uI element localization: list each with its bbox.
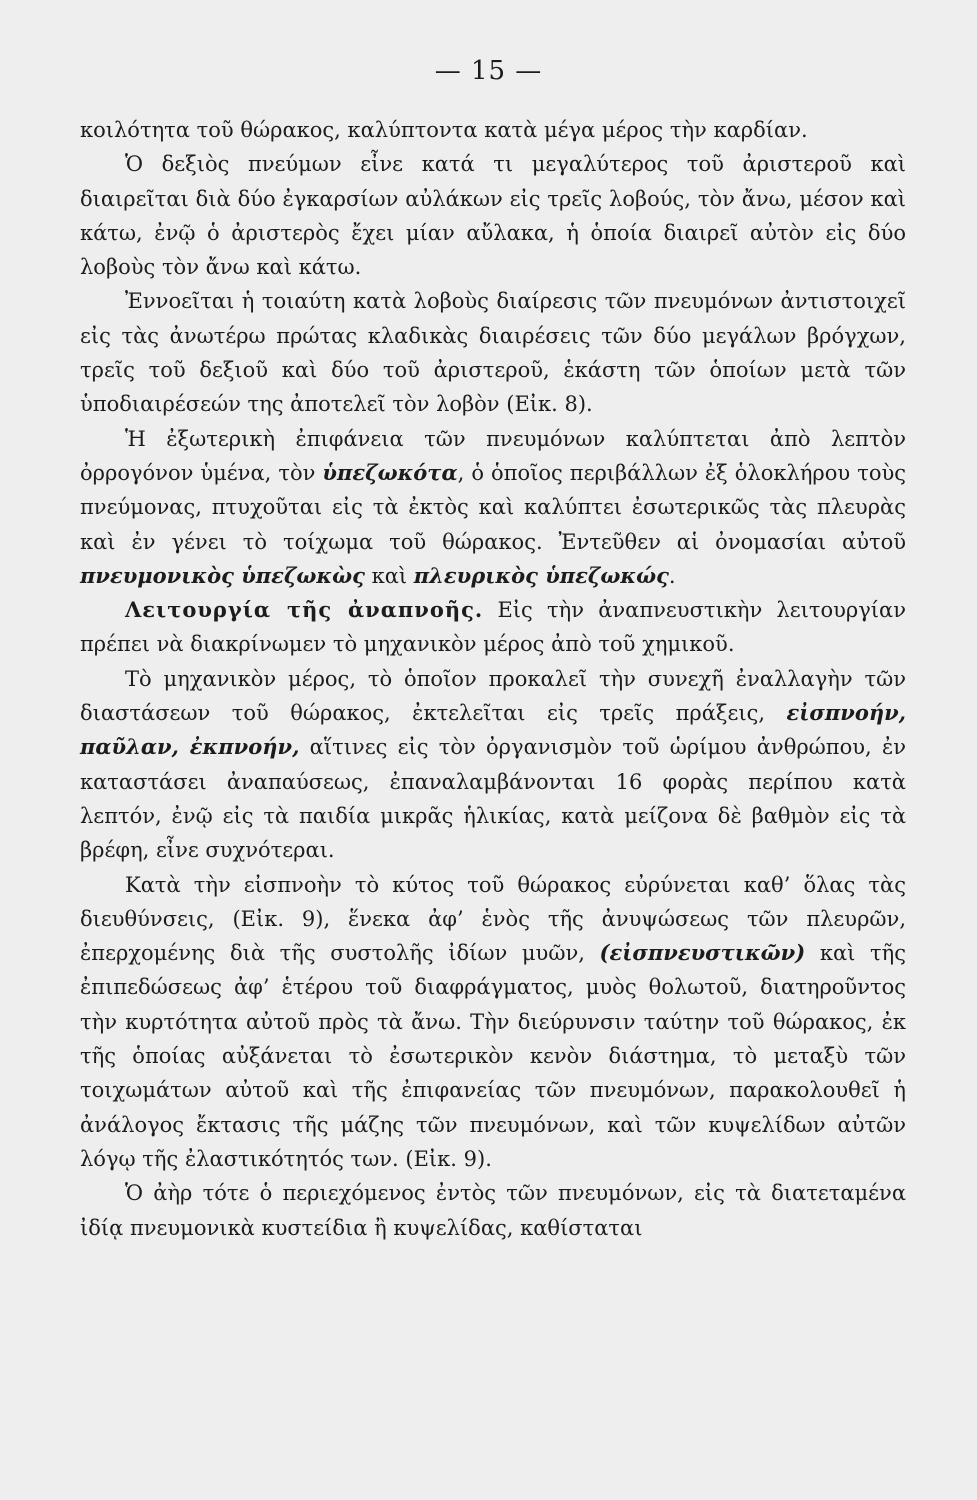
emphasized-term: ὑπεζωκότα	[322, 459, 458, 485]
paragraph	[80, 147, 906, 284]
text-run: , ὁ ὁποῖος περιβάλλων ἐξ ὁλοκλήρου τοὺς πνεύμονας, πτυχοῦται εἰς τὰ ἐκτὸς καὶ καλύπτει ἐσωτερικῶς τὰς πλευρὰς καὶ ἐν γένει τὸ τοίχωμα τοῦ θώρακος. Ἐντεῦθεν αἱ ὀνομασίαι αὐτοῦ	[80, 460, 906, 554]
paragraph	[80, 868, 906, 1177]
text-run: Κατὰ τὴν εἰσπνοὴν τὸ κύτος τοῦ θώρακος εὐρύνεται καθ’ ὅλας τὰς διευθύνσεις, (Εἰκ. 9), ἕνεκα ἀφ’ ἑνὸς τῆς ἀνυψώσεως τῶν πλευρῶν, ἐπερχομένης διὰ τῆς συστολῆς ἰδίων μυῶν,	[80, 872, 906, 966]
text-run: αἵτινες εἰς τὸν ὀργανισμὸν τοῦ ὡρίμου ἀνθρώπου, ἐν καταστάσει ἀναπαύσεως, ἐπαναλαμβάνονται 16 φορὰς περίπου κατὰ λεπτόν, ἐνῷ εἰς τὰ παιδία μικρᾶς ἡλικίας, κατὰ μείζονα δὲ βαθμὸν εἰς τὰ βρέφη, εἶνε συχνότεραι.	[80, 735, 906, 863]
paragraph	[80, 662, 906, 868]
text-run: Ἐννοεῖται ἡ τοιαύτη κατὰ λοβοὺς διαίρεσις τῶν πνευμόνων ἀντιστοιχεῖ εἰς τὰς ἀνωτέρω πρώτας κλαδικὰς διαιρέσεις τῶν δύο μεγάλων βρόγχων, τρεῖς τοῦ δεξιοῦ καὶ δύο τοῦ ἀριστεροῦ, ἑκάστη τῶν ὁποίων μετὰ τῶν ὑποδιαιρέσεών της ἀποτελεῖ τὸν λοβὸν (Εἰκ. 8).	[80, 289, 906, 417]
text-run: καὶ τῆς ἐπιπεδώσεως ἀφ’ ἑτέρου τοῦ διαφράγματος, μυὸς θολωτοῦ, διατηροῦντος τὴν κυρτότητα αὐτοῦ πρὸς τὰ ἄνω. Τὴν διεύρυνσιν ταύτην τοῦ θώρακος, ἐκ τῆς ὁποίας αὐξάνεται τὸ ἐσωτερικὸν κενὸν διάστημα, τὸ μεταξὺ τῶν τοιχωμάτων αὐτοῦ καὶ τῆς ἐπιφανείας τῶν πνευμόνων, παρακολουθεῖ ἡ ἀνάλογος ἔκτασις τῆς μάζης τῶν πνευμόνων, καὶ τῶν κυψελίδων αὐτῶν λόγῳ τῆς ἐλαστικότητός των. (Εἰκ. 9).	[80, 941, 906, 1171]
emphasized-term: εἰσπνοήν, παῦλαν, ἐκπνοήν,	[80, 700, 906, 760]
text-run: .	[668, 563, 676, 588]
paragraph	[80, 113, 906, 147]
text-run: κοιλότητα τοῦ θώρακος, καλύπτοντα κατὰ μέγα μέρος τὴν καρδίαν.	[80, 118, 808, 142]
text-run: Τὸ μηχανικὸν μέρος, τὸ ὁποῖον προκαλεῖ τὴν συνεχῆ ἐναλλαγὴν τῶν διαστάσεων τοῦ θώρακος, ἐκτελεῖται εἰς τρεῖς πράξεις,	[80, 666, 906, 726]
page-number: — 15 —	[434, 56, 543, 86]
paragraph	[80, 284, 906, 421]
emphasized-term: πνευμονικὸς ὑπεζωκὼς	[80, 562, 365, 588]
paragraph	[80, 593, 906, 662]
text-run: Εἰς τὴν ἀναπνευστικὴν λειτουργίαν πρέπει νὰ διακρίνωμεν τὸ μηχανικὸν μέρος ἀπὸ τοῦ χημικοῦ.	[80, 598, 906, 657]
paragraph	[80, 1176, 906, 1245]
text-run: καὶ	[364, 563, 414, 588]
paragraph	[80, 422, 906, 593]
text-run: Ὁ ἀὴρ τότε ὁ περιεχόμενος ἐντὸς τῶν πνευμόνων, εἰς τὰ διατεταμένα ἰδίᾳ πνευμονικὰ κυστείδια ἢ κυψελίδας, καθίσταται	[80, 1181, 906, 1240]
text-run: Ἡ ἐξωτερικὴ ἐπιφάνεια τῶν πνευμόνων καλύπτεται ἀπὸ λεπτὸν ὀρρογόνον ὑμένα, τὸν	[80, 426, 906, 485]
emphasized-term: (εἰσπνευστικῶν)	[599, 940, 806, 966]
text-run: Ὁ δεξιὸς πνεύμων εἶνε κατά τι μεγαλύτερος τοῦ ἀριστεροῦ καὶ διαιρεῖται διὰ δύο ἐγκαρσίων αὐλάκων εἰς τρεῖς λοβούς, τὸν ἄνω, μέσον καὶ κάτω, ἐνῷ ὁ ἀριστερὸς ἔχει μίαν αὔλακα, ἡ ὁποία διαιρεῖ αὐτὸν εἰς δύο λοβοὺς τὸν ἄνω καὶ κάτω.	[80, 152, 906, 280]
emphasized-term: πλευρικὸς ὑπεζωκώς	[413, 562, 669, 588]
body-text	[80, 113, 906, 1245]
run-in-heading: Λειτουργία τῆς ἀναπνοῆς.	[125, 597, 484, 623]
